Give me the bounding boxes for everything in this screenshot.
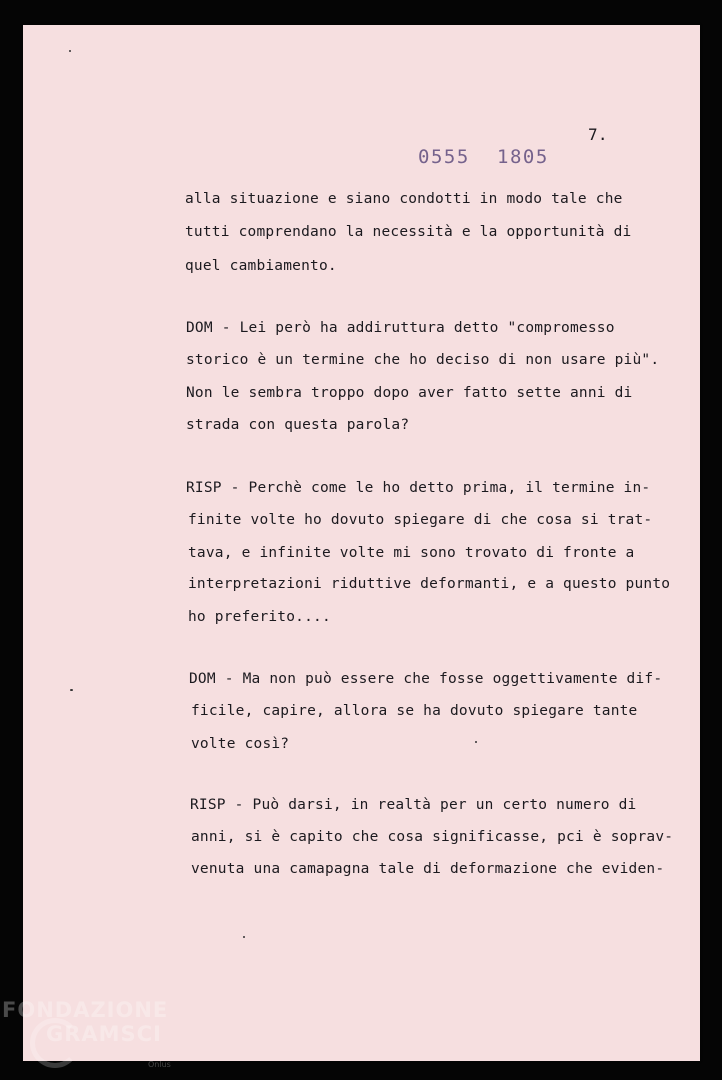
- text-line: strada con questa parola?: [186, 417, 410, 433]
- text-line: storico è un termine che ho deciso di non usare più".: [186, 352, 660, 368]
- text-line: volte così?: [191, 736, 290, 752]
- document-page: [23, 25, 700, 1061]
- watermark-line-2: GRAMSCI: [46, 1022, 162, 1046]
- text-line: ficile, capire, allora se ha dovuto spiegare tante: [191, 703, 638, 719]
- text-line: ho preferito....: [188, 609, 331, 625]
- text-line: DOM - Ma non può essere che fosse oggettivamente dif-: [189, 671, 663, 687]
- archive-stamp-number-1: 0555: [418, 146, 470, 168]
- page-number: 7.: [588, 125, 608, 144]
- archive-stamp-number-2: 1805: [497, 146, 549, 168]
- text-line: tava, e infinite volte mi sono trovato di fronte a: [188, 545, 635, 561]
- watermark-small-text: Onlus: [148, 1060, 171, 1069]
- text-line: venuta una camapagna tale di deformazione che eviden-: [191, 861, 665, 877]
- paper-speck: [475, 741, 477, 743]
- text-line: finite volte ho dovuto spiegare di che cosa si trat-: [188, 512, 653, 528]
- text-line: Non le sembra troppo dopo aver fatto sette anni di: [186, 385, 633, 401]
- text-line: DOM - Lei però ha addiruttura detto "compromesso: [186, 320, 615, 336]
- text-line: alla situazione e siano condotti in modo tale che: [185, 191, 623, 207]
- paper-speck: [70, 689, 73, 691]
- text-line: RISP - Perchè come le ho detto prima, il termine in-: [186, 480, 651, 496]
- text-line: anni, si è capito che cosa significasse, pci è soprav-: [191, 829, 674, 845]
- watermark: [2, 998, 168, 1046]
- text-line: RISP - Può darsi, in realtà per un certo numero di: [190, 797, 637, 813]
- watermark-line-1: FONDAZIONE: [2, 998, 169, 1022]
- text-line: quel cambiamento.: [185, 258, 337, 274]
- text-line: interpretazioni riduttive deformanti, e a questo punto: [188, 576, 671, 592]
- paper-speck: [243, 936, 245, 938]
- paper-speck: [69, 50, 71, 52]
- text-line: tutti comprendano la necessità e la opportunità di: [185, 224, 632, 240]
